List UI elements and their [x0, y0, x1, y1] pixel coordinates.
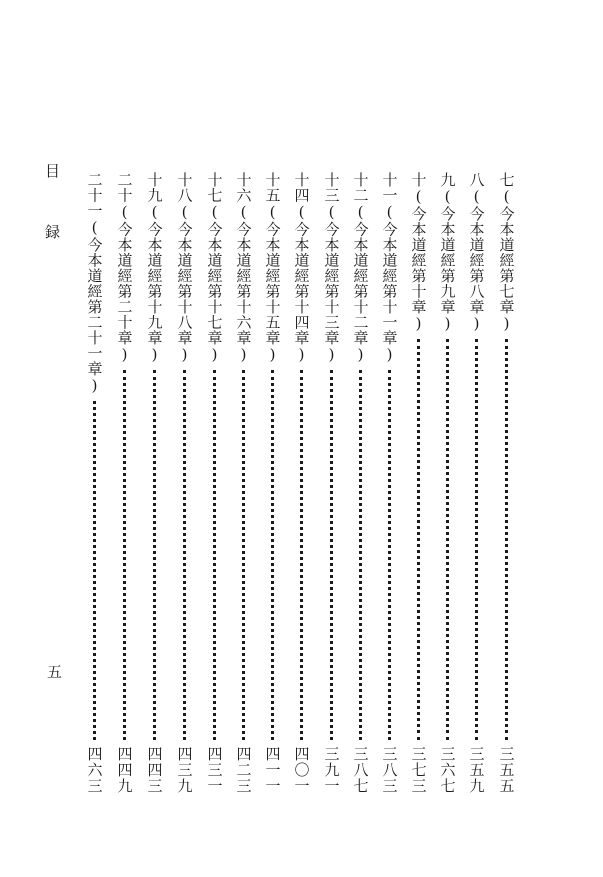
- toc-entry-title: 十二(今本道經第十二章): [351, 172, 370, 364]
- toc-entry: [465, 172, 487, 794]
- toc-entry: [261, 172, 283, 794]
- page-number: 五: [45, 664, 63, 679]
- dotted-leader: [183, 370, 186, 740]
- toc-entry-title: 十五(今本道經第十五章): [263, 172, 282, 364]
- toc-entry-page: 四三九: [175, 746, 194, 794]
- toc-entry-page: 四六三: [85, 746, 104, 794]
- toc-entry-page: 三八三: [380, 746, 399, 794]
- dotted-leader: [417, 339, 420, 740]
- toc-entry-title: 十六(今本道經第十六章): [234, 172, 253, 364]
- dotted-leader: [359, 370, 362, 740]
- toc-entry: [436, 172, 458, 794]
- toc-entry-title: 十四(今本道經第十四章): [292, 172, 311, 364]
- dotted-leader: [388, 370, 391, 740]
- toc-entry-title: 二十一(今本道經第二十一章): [85, 172, 104, 395]
- toc-entry-title: 二十(今本道經第二十章): [115, 172, 134, 364]
- toc-entry-title: 十三(今本道經第十三章): [322, 172, 341, 364]
- toc-entry: [495, 172, 517, 794]
- toc-entry-page: 四三一: [205, 746, 224, 794]
- toc-entry-title: 十七(今本道經第十七章): [205, 172, 224, 364]
- toc-entry: [349, 172, 371, 794]
- dotted-leader: [446, 339, 449, 740]
- dotted-leader: [475, 339, 478, 740]
- toc-entry-title: 十九(今本道經第十九章): [145, 172, 164, 364]
- toc-entry-page: 三五九: [467, 746, 486, 794]
- toc-entry-page: 三六七: [438, 746, 457, 794]
- toc-entry-page: 四四三: [145, 746, 164, 794]
- toc-entry-title: 七(今本道經第七章): [497, 172, 516, 333]
- dotted-leader: [330, 370, 333, 740]
- toc-entry-page: 三九一: [322, 746, 341, 794]
- toc-entry: [113, 172, 135, 794]
- toc-entry: [173, 172, 195, 794]
- dotted-leader: [153, 370, 156, 740]
- toc-entry: [290, 172, 312, 794]
- dotted-leader: [242, 370, 245, 740]
- toc-entry: [232, 172, 254, 794]
- toc-entry: [407, 172, 429, 794]
- toc-entry-page: 三八七: [351, 746, 370, 794]
- toc-entry-page: 四〇一: [292, 746, 311, 794]
- toc-entry: [143, 172, 165, 794]
- toc-entry: [203, 172, 225, 794]
- toc-entry-title: 十(今本道經第十章): [409, 172, 428, 333]
- toc-entry-title: 十八(今本道經第十八章): [175, 172, 194, 364]
- dotted-leader: [93, 401, 96, 740]
- toc-entry-page: 四一一: [263, 746, 282, 794]
- toc-entry: [378, 172, 400, 794]
- section-title: 目 録: [43, 163, 61, 253]
- toc-entry-page: 四四九: [115, 746, 134, 794]
- toc-entry-page: 四二三: [234, 746, 253, 794]
- toc-entry-page: 三七三: [409, 746, 428, 794]
- toc-entry-title: 十一(今本道經第十一章): [380, 172, 399, 364]
- dotted-leader: [123, 370, 126, 740]
- toc-entry-page: 三五五: [497, 746, 516, 794]
- dotted-leader: [271, 370, 274, 740]
- toc-entry: [83, 172, 105, 794]
- dotted-leader: [213, 370, 216, 740]
- dotted-leader: [505, 339, 508, 740]
- toc-entry-title: 九(今本道經第九章): [438, 172, 457, 333]
- dotted-leader: [300, 370, 303, 740]
- toc-entry-title: 八(今本道經第八章): [467, 172, 486, 333]
- toc-entry: [320, 172, 342, 794]
